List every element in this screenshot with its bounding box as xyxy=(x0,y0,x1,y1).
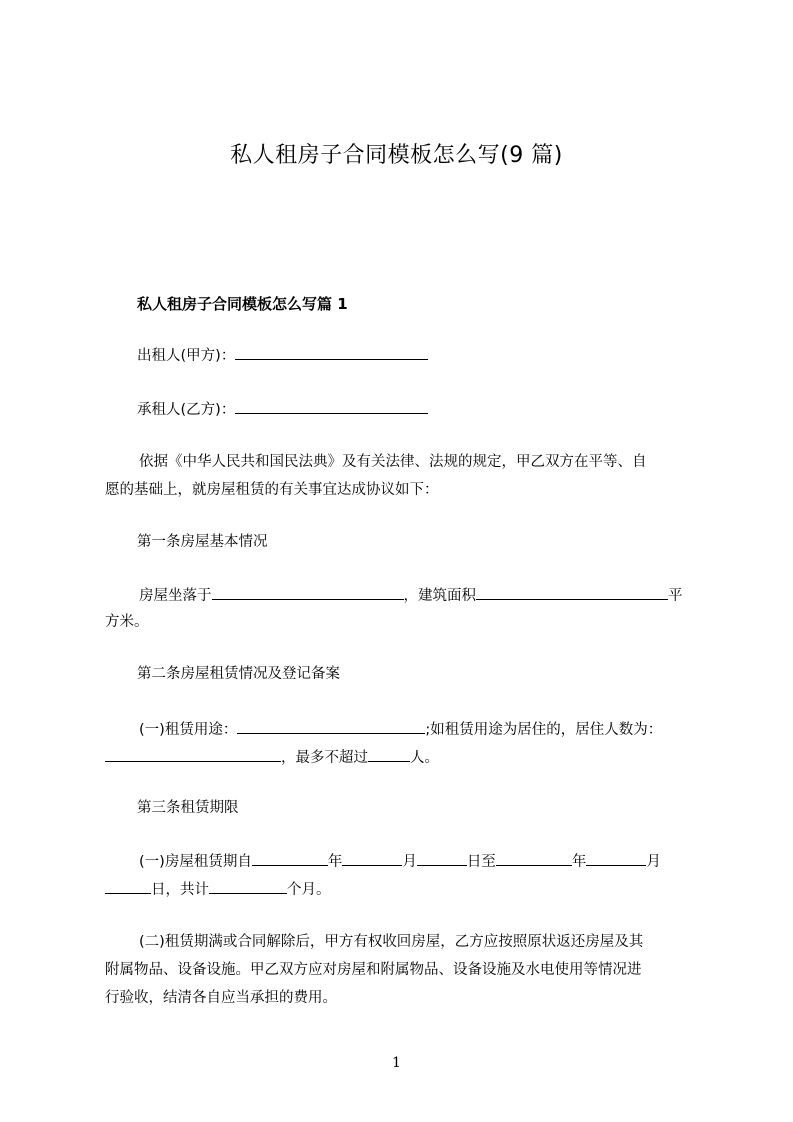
end-month-blank xyxy=(586,850,646,866)
area-blank xyxy=(476,584,668,600)
section-heading: 私人租房子合同模板怎么写篇 1 xyxy=(137,295,348,313)
term-line-2 xyxy=(105,878,331,900)
lessee-label: 承租人(乙方)： xyxy=(137,402,236,418)
start-day-to: 日至 xyxy=(466,854,496,870)
start-year-unit: 年 xyxy=(327,854,343,870)
end-day-blank xyxy=(105,878,151,894)
lessee-blank xyxy=(235,398,428,414)
end-year-unit: 年 xyxy=(571,854,587,870)
article1-title: 第一条房屋基本情况 xyxy=(137,534,268,550)
page-number: 1 xyxy=(392,1055,401,1071)
max-blank xyxy=(368,746,410,762)
article1-line-2: 方米。 xyxy=(105,614,149,630)
article1-line-1 xyxy=(139,584,683,606)
article1-location-label: 房屋坐落于 xyxy=(139,588,212,604)
term2-line-3: 行验收，结清各自应当承担的费用。 xyxy=(105,990,337,1006)
lessor-line xyxy=(137,344,428,366)
article2-title: 第二条房屋租赁情况及登记备案 xyxy=(137,666,340,682)
page-title: 私人租房子合同模板怎么写(9 篇) xyxy=(230,143,563,168)
usage-label: (一)租赁用途： xyxy=(139,722,238,738)
article1-unit-ping: 平 xyxy=(668,588,683,604)
location-blank xyxy=(212,584,404,600)
term-prefix: (一)房屋租赁期自 xyxy=(139,854,252,870)
start-month-blank xyxy=(342,850,402,866)
usage-blank xyxy=(237,718,425,734)
article1-area-label: ，建筑面积 xyxy=(403,588,476,604)
lessee-line xyxy=(137,398,428,420)
end-month-unit: 月 xyxy=(646,854,661,870)
term-total-unit: 个月。 xyxy=(287,882,331,898)
intro-line-1: 依据《中华人民共和国民法典》及有关法律、法规的规定，甲乙双方在平等、自 xyxy=(139,454,647,470)
start-day-blank xyxy=(417,850,467,866)
term2-line-2: 附属物品、设备设施。甲乙双方应对房屋和附属物品、设备设施及水电使用等情况进 xyxy=(105,962,642,978)
term-line-1 xyxy=(139,850,661,872)
article2-line-2 xyxy=(105,746,439,768)
start-month-unit: 月 xyxy=(402,854,417,870)
article2-line-1 xyxy=(139,718,662,740)
term2-line-1: (二)租赁期满或合同解除后，甲方有权收回房屋，乙方应按照原状返还房屋及其 xyxy=(139,934,644,950)
intro-line-2: 愿的基础上，就房屋租赁的有关事宜达成协议如下： xyxy=(105,482,439,498)
residents-label: ;如租赁用途为居住的，居住人数为： xyxy=(425,722,663,738)
article3-title: 第三条租赁期限 xyxy=(137,800,239,816)
start-year-blank xyxy=(252,850,328,866)
lessor-label: 出租人(甲方)： xyxy=(137,348,236,364)
total-months-blank xyxy=(209,878,287,894)
lessor-blank xyxy=(235,344,428,360)
end-year-blank xyxy=(496,850,572,866)
residents-blank xyxy=(105,746,281,762)
term-total-label: 日，共计 xyxy=(151,882,209,898)
max-unit: 人。 xyxy=(410,750,439,766)
max-label: ，最多不超过 xyxy=(281,750,368,766)
